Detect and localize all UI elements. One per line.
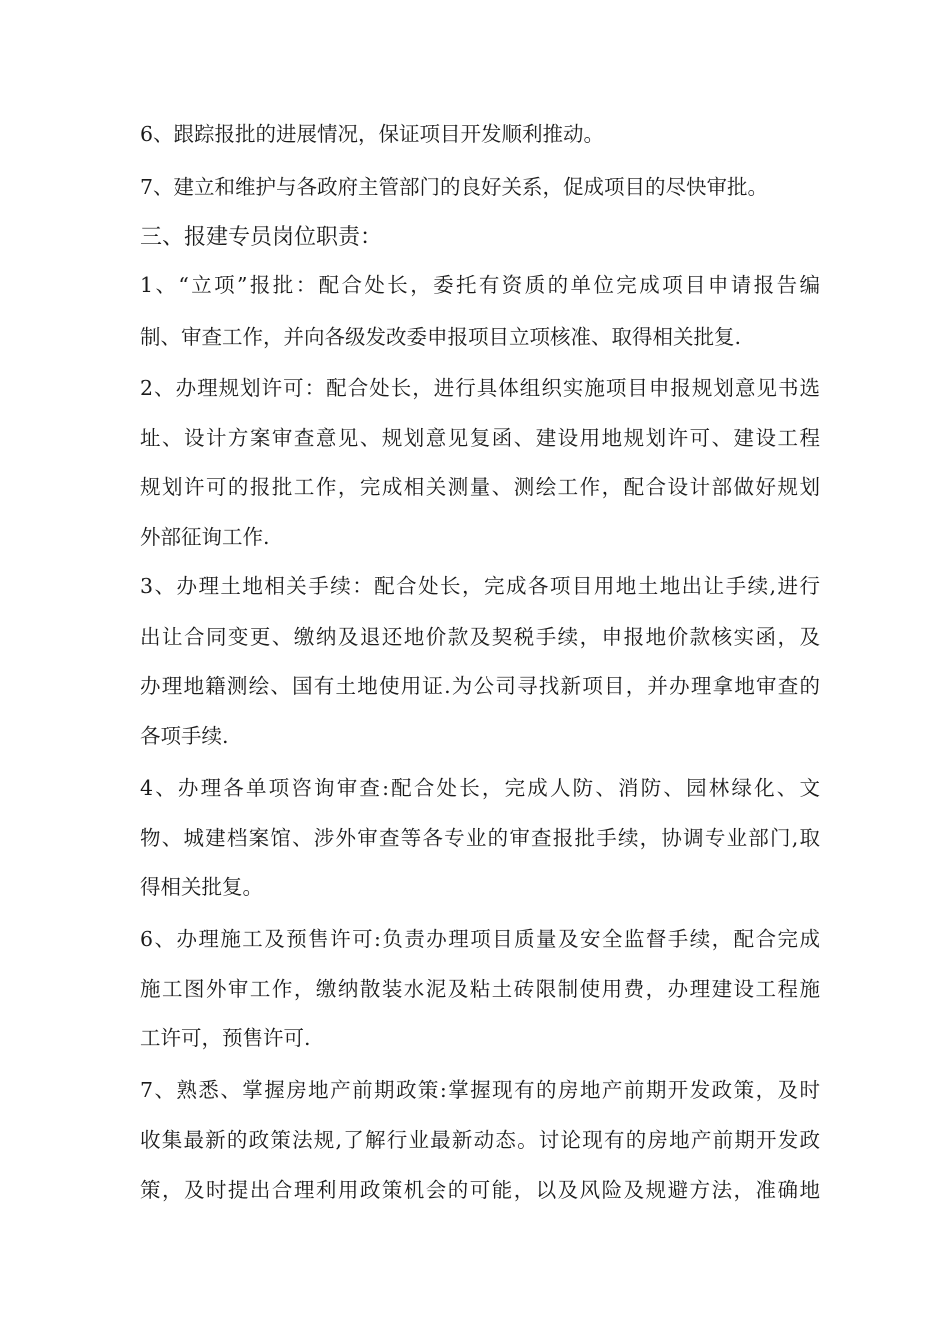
text-line-22: 策，及时提出合理利用政策机会的可能，以及风险及规避方法，准确地 bbox=[140, 1178, 820, 1202]
text-line-20: 7、熟悉、掌握房地产前期政策:掌握现有的房地产前期开发政策，及时 bbox=[140, 1078, 820, 1102]
text-line-21: 收集最新的政策法规,了解行业最新动态。讨论现有的房地产前期开发政 bbox=[140, 1128, 820, 1152]
text-line-11: 出让合同变更、缴纳及退还地价款及契税手续，申报地价款核实函，及 bbox=[140, 625, 820, 649]
text-line-12: 办理地籍测绘、国有土地使用证.为公司寻找新项目，并办理拿地审查的 bbox=[140, 674, 820, 698]
text-line-15: 物、城建档案馆、涉外审查等各专业的审查报批手续，协调专业部门,取 bbox=[140, 826, 820, 850]
text-line-2: 7、建立和维护与各政府主管部门的良好关系，促成项目的尽快审批。 bbox=[140, 175, 769, 199]
text-line-19: 工许可，预售许可. bbox=[140, 1026, 311, 1050]
text-line-1: 6、跟踪报批的进展情况，保证项目开发顺利推动。 bbox=[140, 122, 605, 146]
text-line-9: 外部征询工作. bbox=[140, 525, 270, 549]
text-line-5: 制、审查工作，并向各级发改委申报项目立项核准、取得相关批复. bbox=[140, 325, 742, 349]
text-line-8: 规划许可的报批工作，完成相关测量、测绘工作，配合设计部做好规划 bbox=[140, 475, 820, 499]
text-line-7: 址、设计方案审查意见、规划意见复函、建设用地规划许可、建设工程 bbox=[140, 426, 820, 450]
text-line-17: 6、办理施工及预售许可:负责办理项目质量及安全监督手续，配合完成 bbox=[140, 927, 820, 951]
section-heading: 三、报建专员岗位职责： bbox=[140, 225, 383, 250]
text-line-4: 1、“立项”报批：配合处长，委托有资质的单位完成项目申请报告编 bbox=[140, 273, 820, 297]
text-line-16: 得相关批复。 bbox=[140, 875, 263, 899]
text-line-10: 3、办理土地相关手续：配合处长，完成各项目用地土地出让手续,进行 bbox=[140, 574, 820, 598]
text-line-14: 4、办理各单项咨询审查:配合处长，完成人防、消防、园林绿化、文 bbox=[140, 776, 820, 800]
text-line-13: 各项手续. bbox=[140, 724, 229, 748]
text-line-6: 2、办理规划许可：配合处长，进行具体组织实施项目申报规划意见书选 bbox=[140, 376, 820, 400]
text-line-18: 施工图外审工作，缴纳散装水泥及粘土砖限制使用费，办理建设工程施 bbox=[140, 977, 820, 1001]
